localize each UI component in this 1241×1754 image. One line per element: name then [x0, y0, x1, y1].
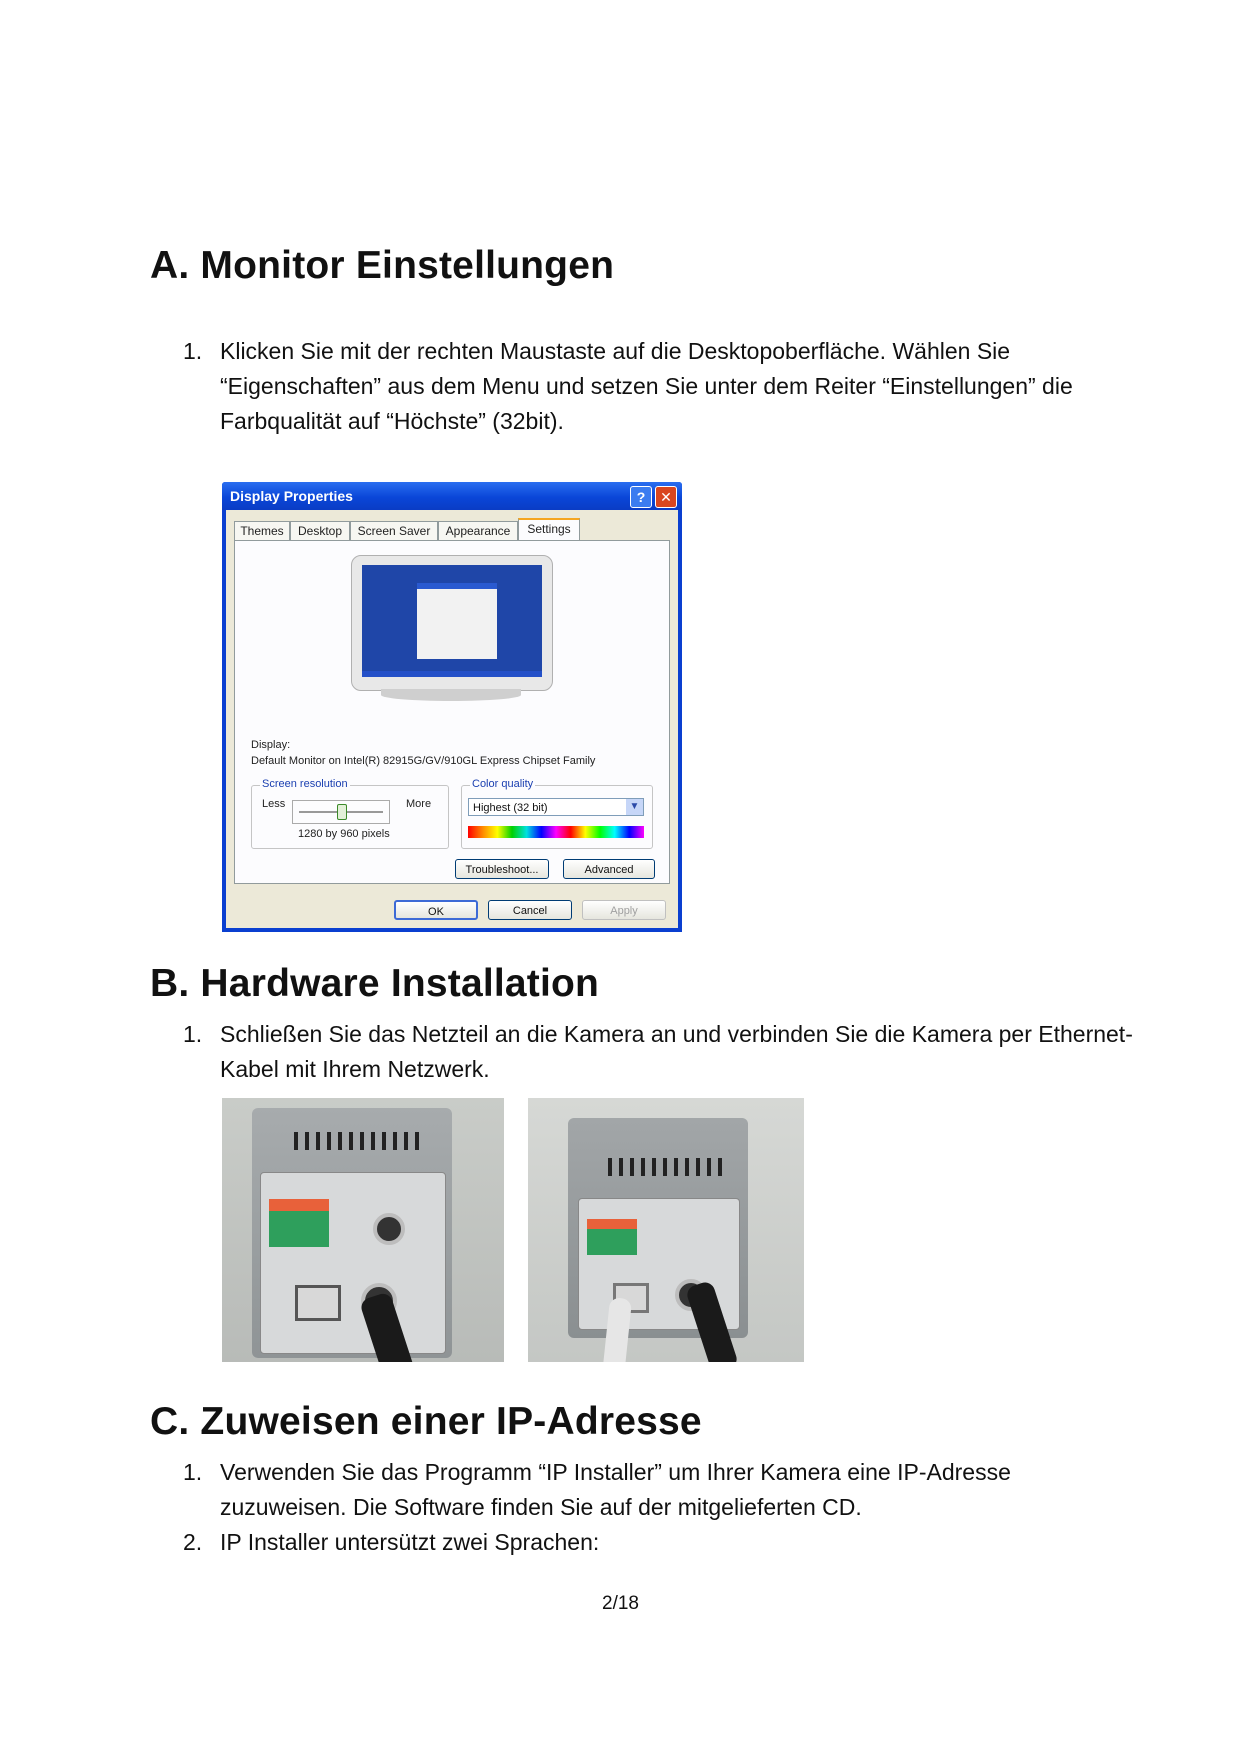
section-a-heading: A. Monitor Einstellungen — [150, 244, 615, 287]
tab-screen-saver[interactable]: Screen Saver — [350, 521, 438, 540]
screen-resolution-group — [251, 778, 449, 849]
page-number: 2/18 — [602, 1593, 639, 1614]
display-label: Display: — [251, 739, 291, 751]
close-icon[interactable]: ✕ — [655, 486, 677, 508]
monitor-preview-icon — [351, 555, 553, 691]
list-item-number: 1. — [183, 338, 203, 364]
camera-rear-photo — [222, 1098, 504, 1362]
color-quality-group — [461, 778, 653, 849]
resolution-slider[interactable] — [292, 800, 390, 824]
chevron-down-icon[interactable]: ▼ — [626, 799, 643, 815]
color-quality-label: Color quality — [472, 778, 534, 790]
list-item-number: 2. — [183, 1529, 203, 1555]
window-body — [226, 510, 678, 928]
monitor-stand — [381, 689, 521, 701]
section-b-heading: B. Hardware Installation — [150, 962, 600, 1005]
list-item — [183, 1017, 1133, 1087]
list-item-number: 1. — [183, 1459, 203, 1485]
tab-desktop[interactable]: Desktop — [290, 521, 350, 540]
screen-resolution-label: Screen resolution — [262, 778, 348, 790]
resolution-less-label: Less — [262, 798, 286, 810]
settings-panel — [234, 540, 670, 884]
advanced-button[interactable]: Advanced — [563, 859, 655, 879]
list-item-text: IP Installer untersützt zwei Sprachen: — [220, 1529, 600, 1555]
list-item-number: 1. — [183, 1021, 203, 1047]
window-title: Display Properties — [230, 488, 353, 504]
display-properties-window — [222, 482, 682, 932]
color-quality-select[interactable] — [468, 798, 644, 816]
color-spectrum-bar — [468, 826, 644, 838]
tab-appearance[interactable]: Appearance — [438, 521, 518, 540]
apply-button[interactable]: Apply — [582, 900, 666, 920]
resolution-more-label: More — [406, 798, 432, 810]
display-value: Default Monitor on Intel(R) 82915G/GV/910GL Express Chipset Family — [251, 755, 596, 767]
list-item-text: Verwenden Sie das Programm “IP Installer” um Ihrer Kamera eine IP-Adresse zuzuweisen. Die Software finden Sie auf der mitgelieferten CD. — [220, 1459, 1011, 1520]
list-item — [183, 1525, 1133, 1560]
help-icon[interactable]: ? — [630, 486, 652, 508]
list-item-text: Schließen Sie das Netzteil an die Kamera an und verbinden Sie die Kamera per Ethernet-Kabel mit Ihrem Netzwerk. — [220, 1021, 1133, 1082]
window-titlebar — [222, 482, 682, 510]
ok-button[interactable]: OK — [394, 900, 478, 920]
troubleshoot-button[interactable]: Troubleshoot... — [455, 859, 549, 879]
tab-settings[interactable]: Settings — [518, 518, 580, 542]
cancel-button[interactable]: Cancel — [488, 900, 572, 920]
list-item — [183, 1455, 1133, 1525]
color-quality-value: Highest (32 bit) — [473, 802, 548, 814]
list-item-text: Klicken Sie mit der rechten Maustaste auf die Desktopoberfläche. Wählen Sie “Eigenschaften” aus dem Menu und setzen Sie unter dem Reiter “Einstellungen” die Farbqualität auf “Höchste” (32bit). — [220, 338, 1073, 434]
tab-themes[interactable]: Themes — [234, 521, 290, 540]
list-item — [183, 334, 1133, 439]
camera-connected-photo — [528, 1098, 804, 1362]
slider-thumb[interactable] — [337, 804, 347, 820]
section-c-heading: C. Zuweisen einer IP-Adresse — [150, 1400, 702, 1443]
resolution-value: 1280 by 960 pixels — [298, 828, 390, 840]
